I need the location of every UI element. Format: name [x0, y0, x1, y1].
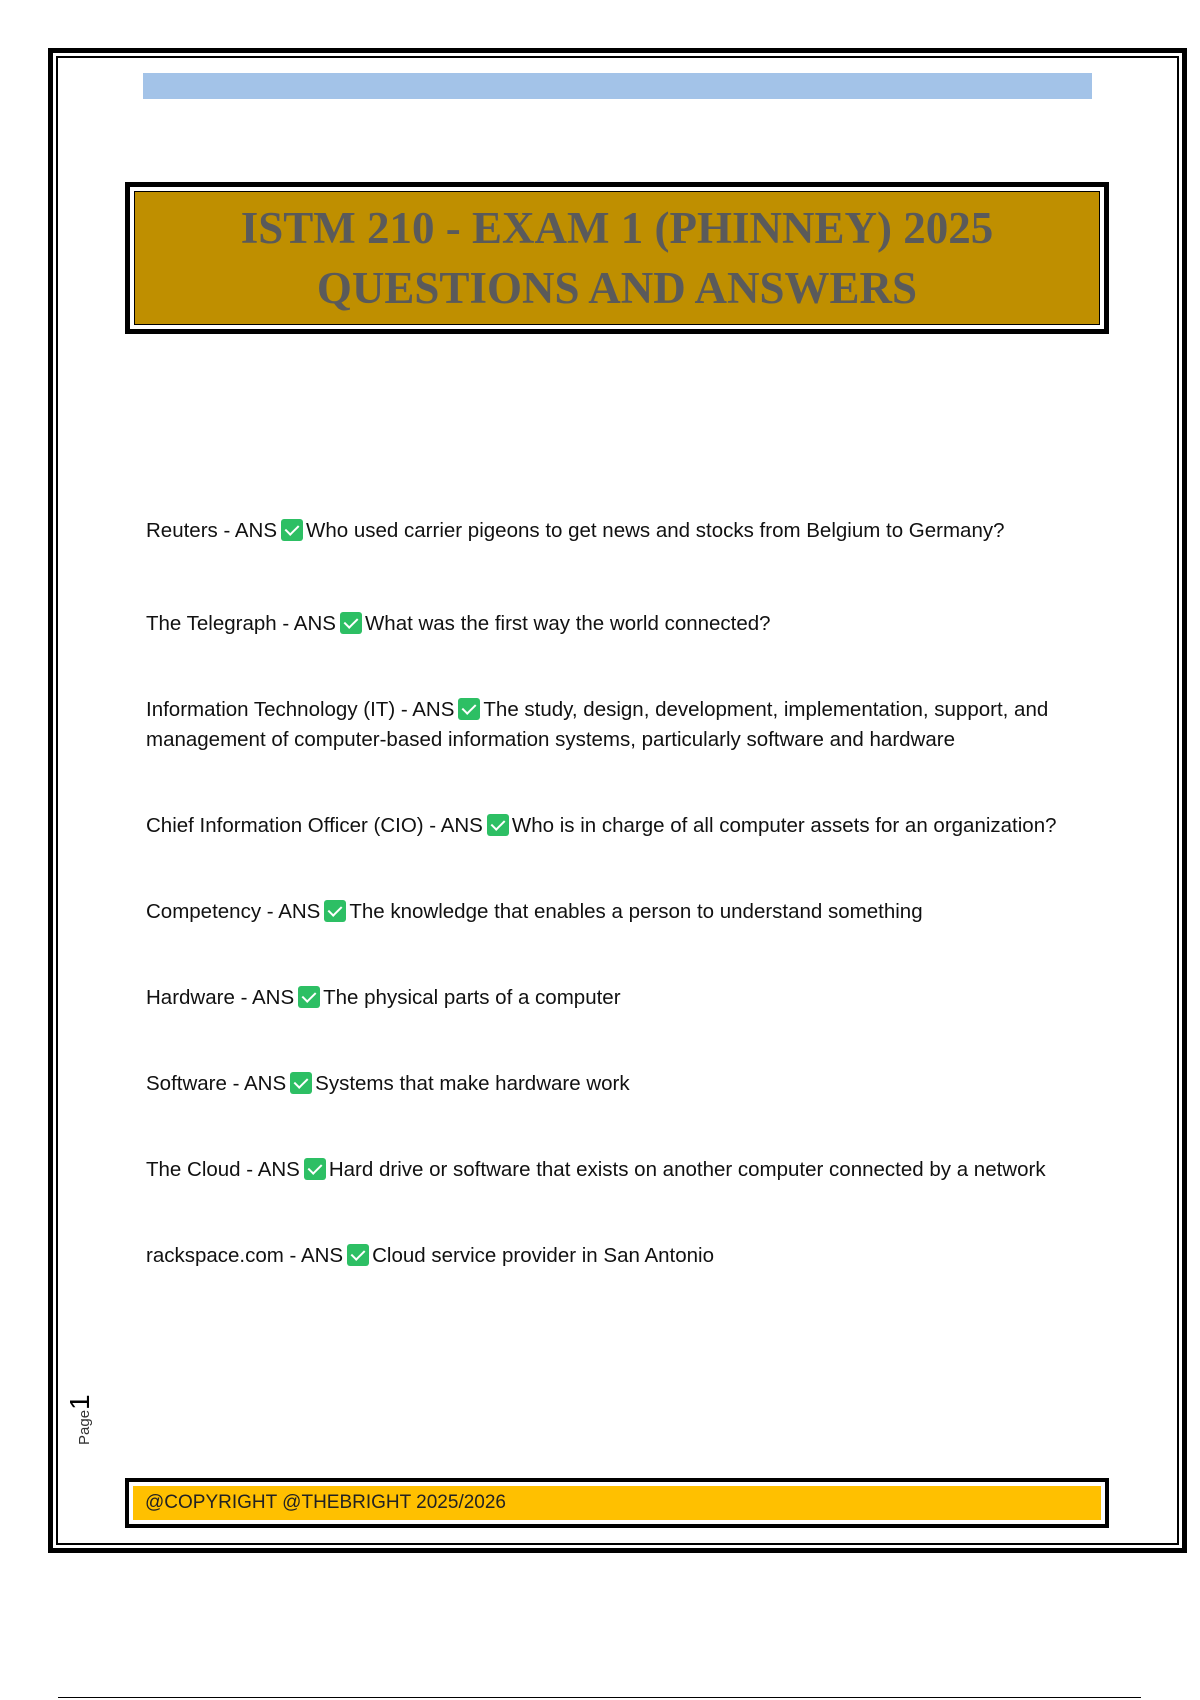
qa-term: Chief Information Officer (CIO) [146, 814, 424, 837]
qa-term: Software [146, 1072, 227, 1095]
footer-fill [133, 1486, 1101, 1520]
qa-item: Reuters - ANS Who used carrier pigeons to get news and stocks from Belgium to Germany? [146, 519, 1005, 542]
check-icon [290, 1072, 312, 1094]
title-line-2: QUESTIONS AND ANSWERS [316, 263, 918, 313]
qa-answer: Cloud service provider in San Antonio [372, 1244, 714, 1267]
qa-term: Competency [146, 900, 262, 923]
bottom-rule [58, 1697, 1141, 1698]
answer-marker: ANS [257, 1158, 300, 1181]
copyright-text: @COPYRIGHT @THEBRIGHT 2025/2026 [145, 1492, 506, 1513]
answer-marker: ANS [244, 1072, 287, 1095]
qa-term: The Cloud [146, 1158, 241, 1181]
qa-term: Reuters [146, 519, 218, 542]
check-icon [304, 1158, 326, 1180]
qa-item: Chief Information Officer (CIO) - ANS Who is in charge of all computer assets for an organization? [146, 814, 1057, 837]
answer-marker: ANS [293, 612, 336, 635]
qa-item: The Telegraph - ANS What was the first way the world connected? [146, 612, 771, 635]
qa-answer: Hard drive or software that exists on another computer connected by a network [328, 1158, 1046, 1181]
qa-item: Competency - ANS The knowledge that enables a person to understand something [146, 900, 923, 923]
title-fill [134, 191, 1100, 325]
check-icon [458, 698, 480, 720]
qa-term: The Telegraph [146, 612, 277, 635]
qa-item: Hardware - ANS The physical parts of a computer [146, 986, 621, 1009]
qa-term: Hardware [146, 986, 235, 1009]
qa-answer: The physical parts of a computer [323, 986, 621, 1009]
answer-marker: ANS [412, 698, 455, 721]
check-icon [340, 612, 362, 634]
qa-answer: The knowledge that enables a person to understand something [349, 900, 923, 923]
footer-box [125, 1478, 1109, 1528]
answer-marker: ANS [251, 986, 295, 1009]
page-word: Page [76, 1409, 93, 1445]
qa-item: Software - ANS Systems that make hardware work [146, 1072, 630, 1095]
title-line-1: ISTM 210 - EXAM 1 (PHINNEY) 2025 [240, 203, 994, 253]
answer-marker: ANS [300, 1244, 344, 1267]
qa-answer: Who used carrier pigeons to get news and stocks from Belgium to Germany? [306, 519, 1005, 542]
answer-marker: ANS [234, 519, 278, 542]
qa-answer: What was the first way the world connected? [364, 612, 771, 635]
header-band [143, 73, 1092, 99]
answer-marker: ANS [440, 814, 483, 837]
check-icon [347, 1244, 369, 1266]
check-icon [324, 900, 346, 922]
qa-answer: The study, design, development, implementation, support, and management of computer-based information systems, particularly software and hardware [146, 698, 1049, 751]
qa-list [146, 516, 1096, 1271]
qa-term: rackspace.com [146, 1244, 284, 1267]
qa-answer: Who is in charge of all computer assets for an organization? [511, 814, 1057, 837]
check-icon [487, 814, 509, 836]
page-number: 1 [64, 1394, 95, 1410]
document-title [241, 198, 993, 318]
page-number-label [64, 1394, 96, 1445]
qa-item: Information Technology (IT) - ANS The study, design, development, implementation, support, and management of computer-based information systems, particularly software and hardware [146, 698, 1049, 751]
answer-marker: ANS [278, 900, 321, 923]
qa-item: rackspace.com - ANS Cloud service provider in San Antonio [146, 1244, 714, 1267]
qa-item: The Cloud - ANS Hard drive or software that exists on another computer connected by a network [146, 1158, 1046, 1181]
title-box [125, 182, 1109, 334]
check-icon [298, 986, 320, 1008]
check-icon [281, 519, 303, 541]
qa-term: Information Technology (IT) [146, 698, 396, 721]
qa-answer: Systems that make hardware work [315, 1072, 630, 1095]
